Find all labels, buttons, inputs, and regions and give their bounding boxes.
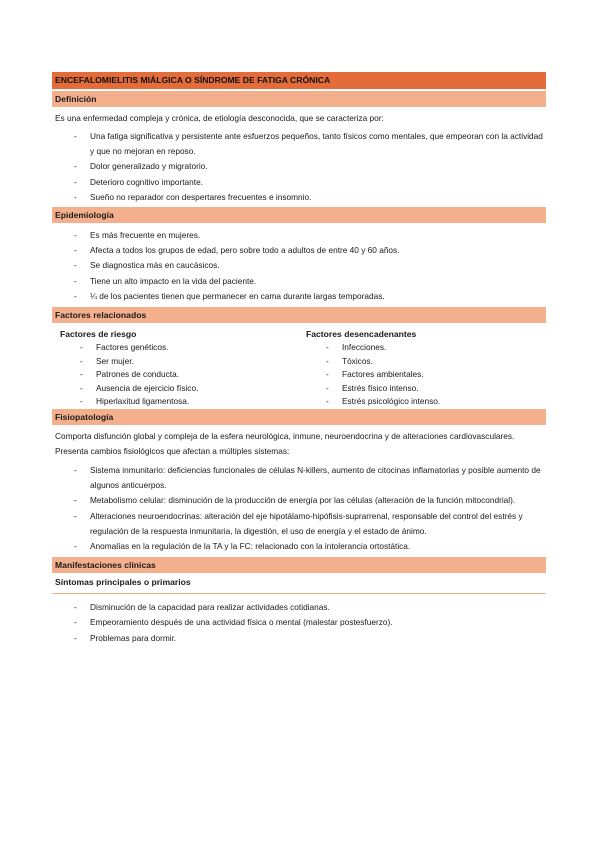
list-item: - Afecta a todos los grupos de edad, pero sobre todo a adultos de entre 40 y 60 años.	[74, 245, 400, 256]
list-item: - Estrés psicológico intenso.	[326, 396, 441, 407]
list-item: - Metabolismo celular: disminución de la producción de energía por las células (alteración de la función mitocondrial).	[74, 495, 516, 506]
factores-desencadenantes	[306, 327, 546, 409]
list-item: - Sueño no reparador con despertares frecuentes e insomnio.	[74, 191, 312, 202]
factores-riesgo-list	[60, 341, 300, 409]
document-content	[52, 72, 546, 646]
definicion-intro: Es una enfermedad compleja y crónica, de etiología desconocida, que se caracteriza por:	[55, 113, 384, 123]
list-item: - Ausencia de ejercicio físico.	[80, 382, 199, 393]
list-item: - Estrés físico intenso.	[326, 382, 419, 393]
list-item: - Se diagnostica más en caucásicos.	[74, 260, 220, 271]
section-heading-definicion: Definición	[52, 91, 546, 107]
list-item: - Patrones de conducta.	[80, 369, 180, 380]
list-item: - Alteraciones neuroendocrinas: alteración del eje hipotálamo-hipófisis-suprarrenal, responsable del control del estrés y regulación de la respuesta inmunitaria, la digestión, el uso de energía y el estado de ánimo.	[74, 510, 523, 536]
list-item: - Es más frecuente en mujeres.	[74, 230, 201, 241]
list-item: - Hiperlaxitud ligamentosa.	[80, 396, 190, 407]
section-heading-epidemiologia: Epidemiología	[52, 207, 546, 223]
manifestaciones-subheading: Síntomas principales o primarios	[52, 575, 546, 594]
list-item: - Problemas para dormir.	[74, 632, 177, 643]
list-item: - Deterioro cognitivo importante.	[74, 176, 203, 187]
list-item: - Anomalías en la regulación de la TA y la FC: relacionado con la intolerancia ortostática.	[74, 541, 411, 552]
definicion-list	[52, 129, 546, 205]
manifestaciones-list	[52, 600, 546, 646]
list-item: - ¼ de los pacientes tienen que permanecer en cama durante largas temporadas.	[74, 290, 385, 301]
list-item: - Una fatiga significativa y persistente ante esfuerzos pequeños, tanto físicos como mentales, que empeoran con la actividad y que no mejoran en reposo.	[74, 131, 543, 157]
fisiopatologia-intro: Comporta disfunción global y compleja de la esfera neurológica, inmune, neuroendocrina y de alteraciones cardiovasculares. Presenta cambios fisiológicos que afectan a múltiples sistemas:	[55, 431, 515, 457]
list-item: - Disminución de la capacidad para realizar actividades cotidianas.	[74, 602, 330, 613]
section-heading-factores: Factores relacionados	[52, 307, 546, 323]
section-heading-fisiopatologia: Fisiopatología	[52, 409, 546, 425]
section-heading-manifestaciones: Manifestaciones clínicas	[52, 557, 546, 573]
factores-desencadenantes-list	[306, 341, 546, 409]
list-item: - Factores genéticos.	[80, 342, 169, 353]
list-item: - Dolor generalizado y migratorio.	[74, 161, 208, 172]
list-item: - Sistema inmunitario: deficiencias funcionales de células N-killers, aumento de citocinas inflamatorias y posible aumento de algunos anticuerpos.	[74, 465, 541, 491]
list-item: - Tiene un alto impacto en la vida del paciente.	[74, 275, 257, 286]
factores-columns	[52, 323, 546, 409]
factores-riesgo-heading: Factores de riesgo	[60, 329, 137, 340]
list-item: - Ser mujer.	[80, 355, 134, 366]
list-item: - Infecciones.	[326, 342, 387, 353]
list-item: - Empeoramiento después de una actividad física o mental (malestar postesfuerzo).	[74, 617, 393, 628]
epidemiologia-list	[52, 228, 546, 304]
list-item: - Tóxicos.	[326, 355, 373, 366]
fisiopatologia-list	[52, 463, 546, 554]
factores-riesgo	[60, 327, 300, 409]
document-title: ENCEFALOMIELITIS MIÁLGICA O SÍNDROME DE FATIGA CRÓNICA	[52, 72, 546, 89]
factores-desencadenantes-heading: Factores desencadenantes	[306, 329, 417, 340]
list-item: - Factores ambientales.	[326, 369, 424, 380]
